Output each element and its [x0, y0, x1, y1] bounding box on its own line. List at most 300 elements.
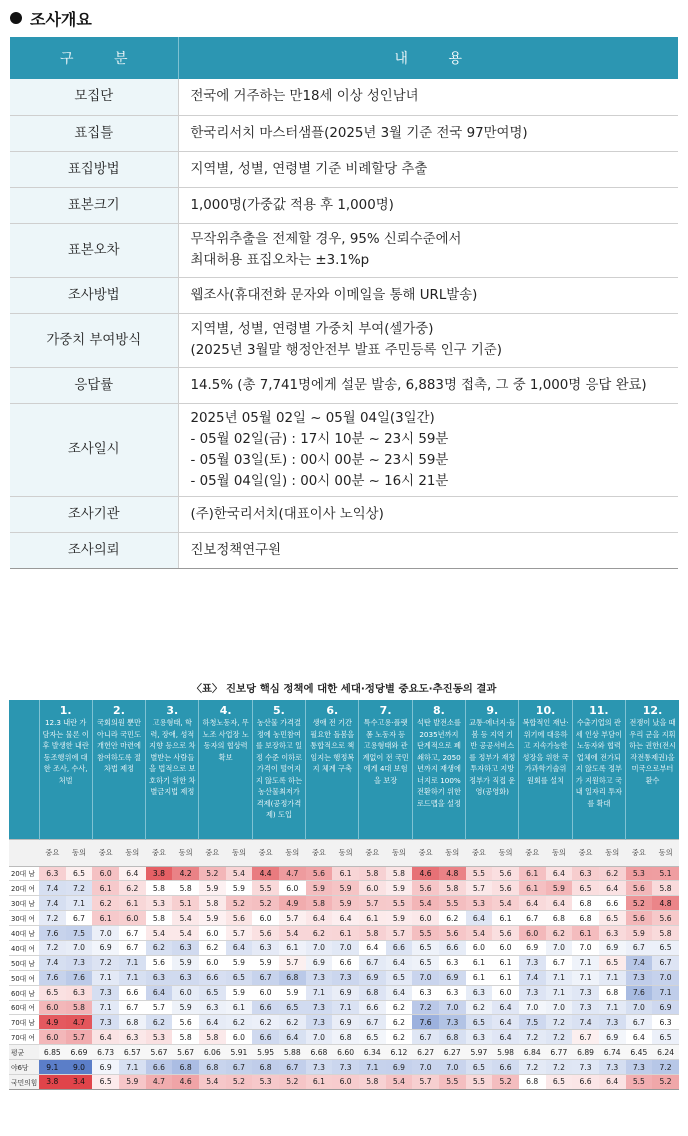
- policy-header-9: [466, 700, 519, 839]
- score-cell: 7.4: [39, 881, 66, 896]
- result-row: [9, 911, 679, 926]
- score-cell: 6.1: [332, 866, 359, 881]
- score-cell: 6.0: [119, 911, 146, 926]
- score-cell: 6.0: [359, 881, 386, 896]
- score-cell: 5.4: [172, 911, 199, 926]
- score-cell: 5.7: [279, 911, 306, 926]
- row-label: 야6당: [9, 1060, 39, 1075]
- score-cell: 6.2: [306, 926, 333, 941]
- score-cell: 7.1: [572, 955, 599, 970]
- score-cell: 6.4: [386, 955, 413, 970]
- score-cell: 6.3: [172, 970, 199, 985]
- policy-text: 전쟁이 났을 때 우리 군을 지휘하는 권한(전시작전통제권)을 미국으로부터 환수: [629, 718, 676, 785]
- summary-row-label: 표집틀: [10, 115, 178, 151]
- score-cell: 5.8: [199, 1030, 226, 1045]
- score-cell: 5.8: [172, 1030, 199, 1045]
- policy-number: 10.: [535, 704, 556, 717]
- score-cell: 6.6: [492, 1060, 519, 1075]
- score-cell: 6.2: [386, 1000, 413, 1015]
- score-cell: 7.1: [546, 985, 573, 1000]
- score-cell: 7.0: [572, 940, 599, 955]
- importance-label: 중요: [572, 839, 599, 866]
- score-cell: 6.5: [39, 985, 66, 1000]
- score-cell: 5.5: [466, 866, 493, 881]
- score-cell: 6.6: [252, 1030, 279, 1045]
- row-label: 60대 여: [9, 1000, 39, 1015]
- score-cell: 6.4: [226, 940, 253, 955]
- score-cell: 6.6: [252, 1000, 279, 1015]
- summary-value-line: 전국에 거주하는 만18세 이상 성인남녀: [190, 89, 419, 105]
- score-cell: 5.2: [226, 1074, 253, 1089]
- policy-header-1: [39, 700, 92, 839]
- summary-row-label: 응답률: [10, 367, 178, 403]
- score-cell: 7.1: [92, 970, 119, 985]
- score-cell: 6.2: [599, 866, 626, 881]
- score-cell: 5.5: [439, 1074, 466, 1089]
- score-cell: 6.0: [412, 911, 439, 926]
- score-cell: 6.69: [66, 1045, 93, 1060]
- score-cell: 7.3: [599, 1060, 626, 1075]
- result-row: [9, 866, 679, 881]
- score-cell: 5.8: [146, 911, 173, 926]
- score-cell: 6.2: [466, 1000, 493, 1015]
- score-cell: 6.3: [172, 940, 199, 955]
- policy-text: 특수고용·플랫폼 노동자 등 고용형태와 관계없이 전 국민에게 4대 보험을 보장: [362, 718, 409, 785]
- result-row: [9, 1045, 679, 1060]
- score-cell: 7.5: [519, 1015, 546, 1030]
- score-cell: 5.2: [199, 866, 226, 881]
- score-cell: 6.6: [119, 985, 146, 1000]
- score-cell: 7.1: [306, 985, 333, 1000]
- summary-row-value: [178, 277, 678, 313]
- agreement-label: 동의: [332, 839, 359, 866]
- score-cell: 6.9: [599, 1030, 626, 1045]
- score-cell: 6.0: [39, 1000, 66, 1015]
- score-cell: 9.0: [66, 1060, 93, 1075]
- score-cell: 5.8: [359, 1074, 386, 1089]
- score-cell: 6.0: [492, 985, 519, 1000]
- score-cell: 7.1: [572, 970, 599, 985]
- score-cell: 6.4: [279, 1030, 306, 1045]
- agreement-label: 동의: [439, 839, 466, 866]
- summary-row: [10, 313, 678, 367]
- summary-row-label: 조사일시: [10, 403, 178, 496]
- score-cell: 7.3: [519, 955, 546, 970]
- score-cell: 4.4: [252, 866, 279, 881]
- score-cell: 6.2: [279, 1015, 306, 1030]
- score-cell: 6.1: [492, 955, 519, 970]
- score-cell: 6.5: [412, 955, 439, 970]
- score-cell: 5.9: [252, 955, 279, 970]
- score-cell: 6.7: [572, 1030, 599, 1045]
- result-row: [9, 985, 679, 1000]
- subheader-corner: [9, 839, 39, 866]
- summary-row-value: [178, 532, 678, 568]
- score-cell: 6.84: [519, 1045, 546, 1060]
- score-cell: 5.6: [626, 911, 653, 926]
- score-cell: 6.3: [199, 1000, 226, 1015]
- score-cell: 6.2: [146, 940, 173, 955]
- policy-number: 4.: [219, 704, 232, 717]
- score-cell: 5.8: [66, 1000, 93, 1015]
- score-cell: 5.6: [252, 926, 279, 941]
- score-cell: 6.89: [572, 1045, 599, 1060]
- score-cell: 5.8: [306, 896, 333, 911]
- score-cell: 6.1: [572, 926, 599, 941]
- score-cell: 4.8: [652, 896, 679, 911]
- score-cell: 6.9: [92, 1060, 119, 1075]
- score-cell: 6.0: [92, 866, 119, 881]
- summary-row-label: 가중치 부여방식: [10, 313, 178, 367]
- score-cell: 6.5: [652, 1030, 679, 1045]
- score-cell: 6.6: [146, 1060, 173, 1075]
- score-cell: 4.6: [412, 866, 439, 881]
- row-label: 40대 여: [9, 940, 39, 955]
- score-cell: 7.3: [599, 1015, 626, 1030]
- score-cell: 7.0: [546, 940, 573, 955]
- score-cell: 6.0: [252, 911, 279, 926]
- score-cell: 7.0: [652, 970, 679, 985]
- result-row: [9, 1030, 679, 1045]
- score-cell: 6.4: [146, 985, 173, 1000]
- score-cell: 5.3: [626, 866, 653, 881]
- score-cell: 6.27: [439, 1045, 466, 1060]
- policy-header-2: [92, 700, 145, 839]
- summary-value-line: 최대허용 표집오차는 ±3.1%p: [190, 253, 370, 268]
- score-cell: 6.4: [492, 1015, 519, 1030]
- score-cell: 5.8: [439, 881, 466, 896]
- score-cell: 6.4: [492, 1000, 519, 1015]
- score-cell: 6.1: [306, 1074, 333, 1089]
- summary-row-value: [178, 115, 678, 151]
- score-cell: 5.9: [226, 881, 253, 896]
- summary-row: [10, 532, 678, 568]
- score-cell: 6.4: [306, 911, 333, 926]
- score-cell: 5.3: [146, 896, 173, 911]
- policy-number: 8.: [433, 704, 445, 717]
- score-cell: 7.6: [39, 926, 66, 941]
- score-cell: 5.3: [252, 1074, 279, 1089]
- score-cell: 7.3: [92, 985, 119, 1000]
- score-cell: 7.0: [546, 1000, 573, 1015]
- summary-row-label: 조사방법: [10, 277, 178, 313]
- agreement-label: 동의: [599, 839, 626, 866]
- score-cell: 6.8: [279, 970, 306, 985]
- score-cell: 5.9: [226, 955, 253, 970]
- score-cell: 5.67: [146, 1045, 173, 1060]
- score-cell: 5.5: [386, 896, 413, 911]
- score-cell: 5.88: [279, 1045, 306, 1060]
- score-cell: 7.3: [306, 1060, 333, 1075]
- summary-row-value: [178, 403, 678, 496]
- result-row: [9, 970, 679, 985]
- score-cell: 5.4: [199, 1074, 226, 1089]
- score-cell: 7.3: [626, 1060, 653, 1075]
- score-cell: 6.3: [39, 866, 66, 881]
- score-cell: 6.1: [492, 970, 519, 985]
- row-label: 50대 남: [9, 955, 39, 970]
- importance-label: 중요: [39, 839, 66, 866]
- score-cell: 5.6: [652, 911, 679, 926]
- score-cell: 4.7: [279, 866, 306, 881]
- score-cell: 5.6: [226, 911, 253, 926]
- score-cell: 4.2: [172, 866, 199, 881]
- score-cell: 7.0: [439, 1000, 466, 1015]
- score-cell: 7.4: [626, 955, 653, 970]
- score-cell: 6.57: [119, 1045, 146, 1060]
- score-cell: 7.3: [66, 955, 93, 970]
- score-cell: 5.2: [226, 896, 253, 911]
- score-cell: 6.0: [199, 926, 226, 941]
- score-cell: 5.5: [466, 1074, 493, 1089]
- score-cell: 6.1: [119, 896, 146, 911]
- score-cell: 5.1: [652, 866, 679, 881]
- score-cell: 7.4: [519, 970, 546, 985]
- subheader-row: [9, 839, 679, 866]
- score-cell: 5.5: [252, 881, 279, 896]
- summary-row: [10, 79, 678, 115]
- header-corner: [9, 700, 39, 839]
- score-cell: 6.5: [652, 940, 679, 955]
- summary-row: [10, 277, 678, 313]
- score-cell: 6.8: [252, 1060, 279, 1075]
- score-cell: 3.8: [146, 866, 173, 881]
- policy-number: 5.: [273, 704, 285, 717]
- summary-header-row: [10, 37, 678, 79]
- score-cell: 6.0: [492, 940, 519, 955]
- score-cell: 6.7: [652, 955, 679, 970]
- score-cell: 7.0: [306, 940, 333, 955]
- score-cell: 6.4: [119, 866, 146, 881]
- score-cell: 5.7: [466, 881, 493, 896]
- policy-text: 국회의원 뿐만 아니라 국민도 개헌안 마련에 참여하도록 절차법 제정: [97, 718, 141, 773]
- score-cell: 6.27: [412, 1045, 439, 1060]
- score-cell: 6.6: [572, 1074, 599, 1089]
- score-cell: 7.5: [66, 926, 93, 941]
- score-cell: 5.9: [386, 881, 413, 896]
- score-cell: 5.5: [412, 926, 439, 941]
- score-cell: 7.1: [332, 1000, 359, 1015]
- score-cell: 6.5: [412, 940, 439, 955]
- score-cell: 5.6: [439, 926, 466, 941]
- score-cell: 6.8: [172, 1060, 199, 1075]
- score-cell: 5.7: [386, 926, 413, 941]
- score-cell: 5.8: [359, 866, 386, 881]
- results-table: [9, 700, 679, 1090]
- score-cell: 5.4: [386, 1074, 413, 1089]
- score-cell: 6.4: [386, 985, 413, 1000]
- score-cell: 5.7: [66, 1030, 93, 1045]
- result-row: [9, 896, 679, 911]
- row-label: 30대 남: [9, 896, 39, 911]
- policy-header-3: [146, 700, 199, 839]
- score-cell: 6.2: [439, 911, 466, 926]
- score-cell: 5.8: [172, 881, 199, 896]
- importance-label: 중요: [252, 839, 279, 866]
- summary-row-label: 표집방법: [10, 151, 178, 187]
- row-label: 40대 남: [9, 926, 39, 941]
- score-cell: 6.1: [492, 911, 519, 926]
- score-cell: 5.7: [146, 1000, 173, 1015]
- score-cell: 5.7: [359, 896, 386, 911]
- score-cell: 7.3: [332, 970, 359, 985]
- score-cell: 7.2: [66, 881, 93, 896]
- results-table-caption: 〈표〉 진보당 핵심 정책에 대한 세대·정당별 중요도·추진동의 결과: [191, 683, 497, 695]
- score-cell: 6.3: [119, 1030, 146, 1045]
- score-cell: 7.3: [92, 1015, 119, 1030]
- section-title: [10, 6, 92, 30]
- score-cell: 7.3: [306, 970, 333, 985]
- score-cell: 6.9: [519, 940, 546, 955]
- score-cell: 5.4: [226, 866, 253, 881]
- row-label: 50대 여: [9, 970, 39, 985]
- score-cell: 6.7: [546, 955, 573, 970]
- summary-header-content: 내 용: [178, 37, 678, 79]
- score-cell: 6.0: [39, 1030, 66, 1045]
- score-cell: 7.2: [546, 1015, 573, 1030]
- score-cell: 6.3: [652, 1015, 679, 1030]
- score-cell: 6.7: [252, 970, 279, 985]
- agreement-label: 동의: [279, 839, 306, 866]
- policy-header-8: [412, 700, 465, 839]
- score-cell: 7.1: [119, 1060, 146, 1075]
- result-row: [9, 881, 679, 896]
- score-cell: 6.4: [466, 911, 493, 926]
- score-cell: 5.2: [252, 896, 279, 911]
- score-cell: 5.3: [146, 1030, 173, 1045]
- policy-text: 고용형태, 학력, 장애, 성적지향 등으로 차별받는 사람들을 법적으로 보호하기 위한 차별금지법 제정: [149, 718, 196, 796]
- summary-row: [10, 223, 678, 277]
- score-cell: 5.6: [146, 955, 173, 970]
- score-cell: 7.6: [412, 1015, 439, 1030]
- score-cell: 6.5: [546, 1074, 573, 1089]
- score-cell: 6.12: [386, 1045, 413, 1060]
- score-cell: 7.2: [412, 1000, 439, 1015]
- score-cell: 7.3: [439, 1015, 466, 1030]
- importance-label: 중요: [626, 839, 653, 866]
- score-cell: 6.9: [92, 940, 119, 955]
- score-cell: 6.3: [439, 985, 466, 1000]
- score-cell: 6.4: [359, 940, 386, 955]
- policy-text: 12.3 내란 가담자는 물론 이후 발생한 내란동조행위에 대한 조사, 수사, 처벌: [42, 718, 89, 785]
- policy-text: 석탄 발전소를 2035년까지 단계적으로 폐쇄하고, 2050년까지 재생에너지로 100% 전환하기 위한 로드맵을 설정: [416, 718, 461, 808]
- score-cell: 7.2: [546, 1030, 573, 1045]
- summary-value-line: 14.5% (총 7,741명에게 설문 발송, 6,883명 접촉, 그 중 1,000명 응답 완료): [190, 377, 647, 393]
- summary-value-line: 지역별, 성별, 연령별 가중치 부여(셀가중): [190, 322, 434, 337]
- score-cell: 6.7: [626, 940, 653, 955]
- score-cell: 7.1: [119, 970, 146, 985]
- score-cell: 5.2: [279, 1074, 306, 1089]
- score-cell: 4.9: [39, 1015, 66, 1030]
- importance-label: 중요: [306, 839, 333, 866]
- agreement-label: 동의: [386, 839, 413, 866]
- summary-row: [10, 496, 678, 532]
- row-label: 30대 여: [9, 911, 39, 926]
- summary-row-value: [178, 79, 678, 115]
- score-cell: 5.7: [226, 926, 253, 941]
- score-cell: 6.8: [546, 911, 573, 926]
- summary-value-line: (주)한국리서치(대표이사 노익상): [190, 506, 384, 522]
- score-cell: 7.2: [519, 1030, 546, 1045]
- score-cell: 6.9: [599, 940, 626, 955]
- score-cell: 5.9: [626, 926, 653, 941]
- summary-row-label: 표본오차: [10, 223, 178, 277]
- score-cell: 5.6: [492, 881, 519, 896]
- score-cell: 6.0: [199, 955, 226, 970]
- policy-header-10: [519, 700, 572, 839]
- score-cell: 6.2: [386, 1030, 413, 1045]
- importance-label: 중요: [199, 839, 226, 866]
- score-cell: 5.9: [172, 955, 199, 970]
- score-cell: 6.5: [92, 1074, 119, 1089]
- score-cell: 7.0: [439, 1060, 466, 1075]
- summary-row-value: [178, 496, 678, 532]
- score-cell: 6.0: [519, 926, 546, 941]
- score-cell: 6.2: [546, 926, 573, 941]
- score-cell: 7.0: [519, 1000, 546, 1015]
- score-cell: 6.0: [466, 940, 493, 955]
- score-cell: 6.6: [199, 970, 226, 985]
- score-cell: 7.0: [626, 1000, 653, 1015]
- score-cell: 6.9: [306, 955, 333, 970]
- score-cell: 7.1: [92, 1000, 119, 1015]
- score-cell: 5.9: [119, 1074, 146, 1089]
- summary-value-line: - 05월 04일(일) : 00시 00분 ~ 16시 21분: [190, 473, 449, 489]
- score-cell: 6.7: [66, 911, 93, 926]
- score-cell: 5.9: [279, 985, 306, 1000]
- row-label: 20대 여: [9, 881, 39, 896]
- score-cell: 7.1: [546, 970, 573, 985]
- score-cell: 5.8: [146, 881, 173, 896]
- score-cell: 6.24: [652, 1045, 679, 1060]
- score-cell: 5.2: [492, 1074, 519, 1089]
- score-cell: 6.4: [599, 1074, 626, 1089]
- score-cell: 7.3: [626, 970, 653, 985]
- score-cell: 6.5: [359, 1030, 386, 1045]
- score-cell: 6.3: [599, 926, 626, 941]
- score-cell: 6.4: [626, 1030, 653, 1045]
- score-cell: 6.5: [599, 955, 626, 970]
- score-cell: 6.1: [226, 1000, 253, 1015]
- score-cell: 6.3: [572, 866, 599, 881]
- score-cell: 7.3: [332, 1060, 359, 1075]
- score-cell: 6.8: [439, 1030, 466, 1045]
- score-cell: 6.1: [359, 911, 386, 926]
- score-cell: 6.7: [119, 1000, 146, 1015]
- result-row: [9, 955, 679, 970]
- summary-header-category: 구 분: [10, 37, 178, 79]
- score-cell: 6.5: [572, 881, 599, 896]
- section-title-text: 조사개요: [30, 9, 92, 29]
- score-cell: 5.4: [146, 926, 173, 941]
- row-label: 20대 남: [9, 866, 39, 881]
- score-cell: 5.97: [466, 1045, 493, 1060]
- score-cell: 6.1: [519, 881, 546, 896]
- score-cell: 5.67: [172, 1045, 199, 1060]
- score-cell: 5.9: [199, 881, 226, 896]
- score-cell: 7.1: [359, 1060, 386, 1075]
- score-cell: 7.6: [39, 970, 66, 985]
- score-cell: 3.8: [39, 1074, 66, 1089]
- agreement-label: 동의: [546, 839, 573, 866]
- score-cell: 6.2: [252, 1015, 279, 1030]
- agreement-label: 동의: [226, 839, 253, 866]
- score-cell: 6.9: [439, 970, 466, 985]
- score-cell: 6.6: [332, 955, 359, 970]
- importance-label: 중요: [92, 839, 119, 866]
- policy-header-12: [626, 700, 679, 839]
- summary-row: [10, 367, 678, 403]
